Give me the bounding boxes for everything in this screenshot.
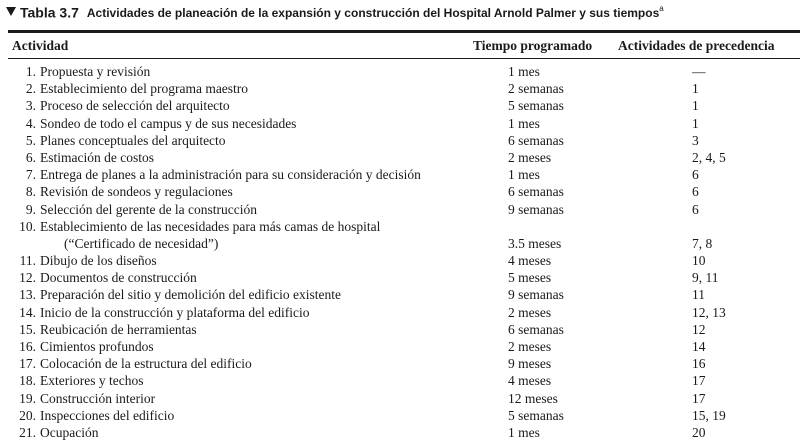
- activity-cell: Dibujo de los diseños: [40, 253, 157, 269]
- table-row: [0, 286, 800, 303]
- activity-cell: Sondeo de todo el campus y de sus necesidades: [40, 115, 297, 131]
- table-row: [0, 372, 800, 389]
- scheduled-time-cell: 5 semanas: [508, 98, 564, 114]
- table-row: [0, 115, 800, 132]
- title-footnote-marker: a: [659, 4, 664, 13]
- scheduled-time-cell: 1 mes: [508, 64, 540, 79]
- predecessors-cell: 7, 8: [692, 235, 713, 251]
- activity-cell: Propuesta y revisión: [40, 64, 151, 79]
- row-number: 20.: [19, 407, 36, 423]
- scheduled-time-cell: 6 semanas: [508, 132, 564, 148]
- row-number: 3.: [25, 98, 36, 114]
- table-row: [0, 63, 800, 80]
- table-caption: [6, 4, 664, 26]
- table-row: [0, 149, 800, 166]
- row-number: 1.: [25, 64, 36, 79]
- activity-cell: Establecimiento del programa maestro: [40, 81, 249, 97]
- predecessors-cell: 12, 13: [692, 304, 726, 320]
- table-row: [0, 80, 800, 97]
- header-activity: Actividad: [12, 38, 69, 53]
- table-row: [0, 183, 800, 200]
- scheduled-time-cell: 5 meses: [508, 270, 552, 286]
- scheduled-time-cell: 1 mes: [508, 167, 540, 183]
- header-predecessors: Actividades de precedencia: [618, 38, 775, 53]
- scheduled-time-cell: 2 meses: [508, 339, 552, 355]
- scheduled-time-cell: 1 mes: [508, 424, 540, 440]
- scheduled-time-cell: 2 meses: [508, 304, 552, 320]
- header-time: Tiempo programado: [473, 38, 593, 53]
- scheduled-time-cell: 9 meses: [508, 356, 552, 372]
- scheduled-time-cell: 1 mes: [508, 115, 540, 131]
- row-number: 12.: [19, 270, 36, 286]
- predecessors-cell: 12: [692, 321, 706, 337]
- predecessors-cell: 11: [692, 287, 705, 303]
- activity-cell: Construcción interior: [40, 390, 156, 406]
- row-number: 18.: [19, 373, 36, 389]
- row-number: 7.: [25, 167, 36, 183]
- row-number: 19.: [19, 390, 36, 406]
- table-row: [0, 355, 800, 372]
- activity-cell: Exteriores y techos: [40, 373, 144, 389]
- scheduled-time-cell: 12 meses: [508, 390, 558, 406]
- top-rule: [8, 30, 800, 33]
- table-row: [0, 424, 800, 441]
- scheduled-time-cell: 2 semanas: [508, 81, 564, 97]
- row-number: 17.: [19, 356, 36, 372]
- row-number: 2.: [25, 81, 36, 97]
- predecessors-cell: 1: [692, 98, 699, 114]
- activity-cell: Revisión de sondeos y regulaciones: [40, 184, 233, 200]
- predecessors-cell: 1: [692, 115, 699, 131]
- table-row: [0, 321, 800, 338]
- activity-cell: Establecimiento de las necesidades para más camas de hospital: [40, 218, 381, 234]
- activity-cell: Colocación de la estructura del edificio: [40, 356, 252, 372]
- predecessors-cell: 17: [692, 390, 706, 406]
- scheduled-time-cell: 4 meses: [508, 253, 552, 269]
- row-number: 9.: [25, 201, 36, 217]
- row-number: 16.: [19, 339, 36, 355]
- predecessors-cell: 1: [692, 81, 699, 97]
- activity-cell: Selección del gerente de la construcción: [40, 201, 258, 217]
- activity-cell: Planes conceptuales del arquitecto: [40, 132, 226, 148]
- predecessors-cell: 3: [692, 132, 699, 148]
- scheduled-time-cell: 9 semanas: [508, 287, 564, 303]
- predecessors-cell: 16: [692, 356, 706, 372]
- predecessors-cell: 17: [692, 373, 706, 389]
- table-row: [0, 252, 800, 269]
- table-row: [0, 201, 800, 218]
- row-number: 13.: [19, 287, 36, 303]
- predecessors-cell: 2, 4, 5: [692, 149, 726, 165]
- row-number: 6.: [25, 149, 36, 165]
- table-row: [0, 166, 800, 183]
- predecessors-cell: —: [692, 64, 706, 79]
- scheduled-time-cell: 2 meses: [508, 149, 552, 165]
- predecessors-cell: 20: [692, 424, 706, 440]
- activity-cell: Estimación de costos: [40, 149, 154, 165]
- activity-cell-continuation: (“Certificado de necesidad”): [64, 235, 219, 251]
- table-row: [0, 269, 800, 286]
- table-row: [0, 304, 800, 321]
- row-number: 10.: [19, 218, 36, 234]
- scheduled-time-cell: 5 semanas: [508, 407, 564, 423]
- predecessors-cell: 10: [692, 253, 706, 269]
- table-body: [0, 63, 800, 441]
- activity-cell: Proceso de selección del arquitecto: [40, 98, 230, 114]
- row-number: 21.: [19, 424, 36, 440]
- row-number: 15.: [19, 321, 36, 337]
- predecessors-cell: 14: [692, 339, 706, 355]
- table-title: Actividades de planeación de la expansión y construcción del Hospital Arnold Palmer y sus tiempos: [86, 6, 660, 21]
- table-row: [0, 390, 800, 407]
- table-label: Tabla 3.7: [20, 4, 79, 21]
- row-number: 11.: [19, 253, 36, 269]
- header-rule: [8, 58, 800, 59]
- predecessors-cell: 6: [692, 184, 699, 200]
- row-number: 8.: [25, 184, 36, 200]
- activity-cell: Preparación del sitio y demolición del edificio existente: [40, 287, 342, 303]
- predecessors-cell: 6: [692, 167, 699, 183]
- scheduled-time-cell: 3.5 meses: [508, 235, 562, 251]
- table-row: [0, 132, 800, 149]
- row-number: 4.: [25, 115, 36, 131]
- activity-cell: Documentos de construcción: [40, 270, 197, 286]
- table-row: [0, 218, 800, 252]
- activity-cell: Reubicación de herramientas: [40, 321, 197, 337]
- table-row: [0, 97, 800, 114]
- activity-cell: Inicio de la construcción y plataforma del edificio: [40, 304, 310, 320]
- row-number: 5.: [25, 132, 36, 148]
- activity-cell: Inspecciones del edificio: [40, 407, 175, 423]
- table-row: [0, 407, 800, 424]
- triangle-marker-icon: [6, 7, 16, 16]
- scheduled-time-cell: 4 meses: [508, 373, 552, 389]
- row-number: 14.: [19, 304, 36, 320]
- predecessors-cell: 15, 19: [692, 407, 726, 423]
- scheduled-time-cell: 6 semanas: [508, 184, 564, 200]
- predecessors-cell: 6: [692, 201, 699, 217]
- predecessors-cell: 9, 11: [692, 270, 719, 286]
- table-row: [0, 338, 800, 355]
- activity-cell: Ocupación: [40, 424, 99, 440]
- activity-cell: Cimientos profundos: [40, 339, 154, 355]
- scheduled-time-cell: 9 semanas: [508, 201, 564, 217]
- activity-cell: Entrega de planes a la administración para su consideración y decisión: [40, 167, 421, 183]
- scheduled-time-cell: 6 semanas: [508, 321, 564, 337]
